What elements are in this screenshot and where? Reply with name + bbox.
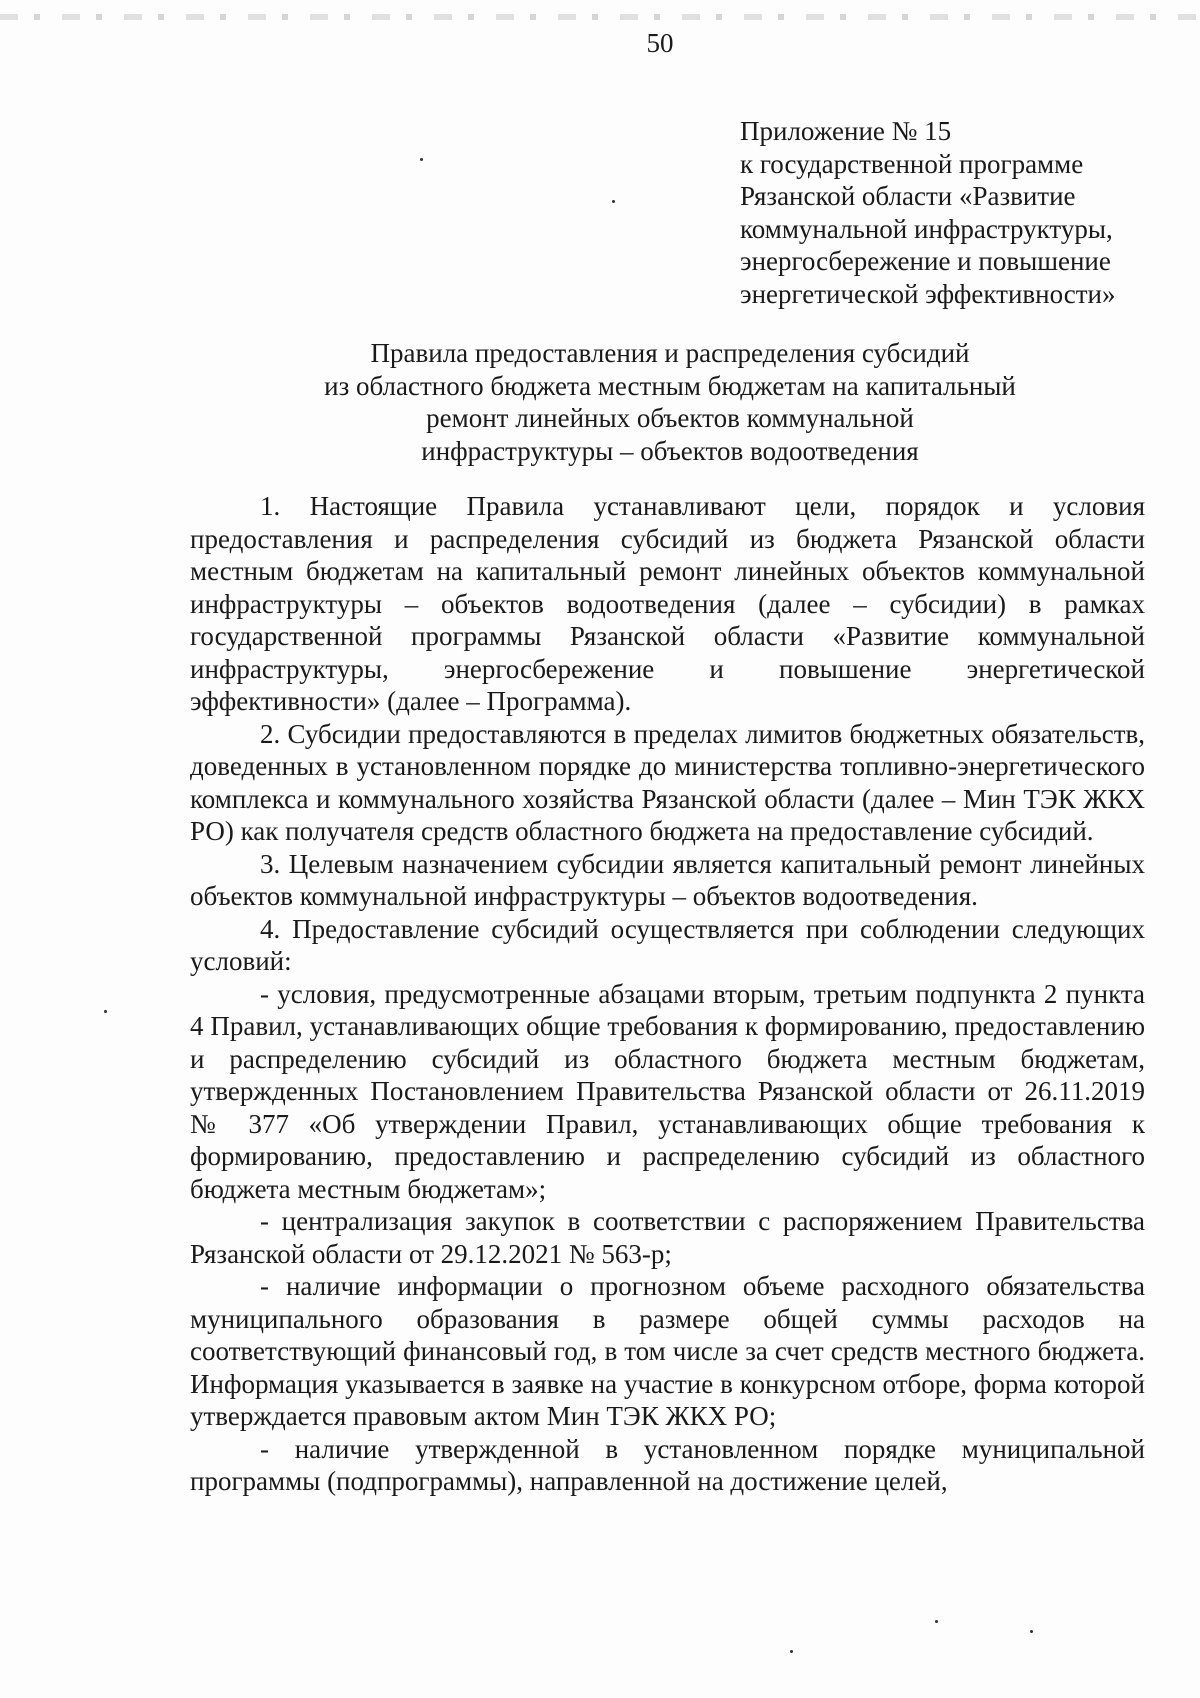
scan-speck xyxy=(104,1010,107,1013)
condition-item: - условия, предусмотренные абзацами вторым, третьим подпункта 2 пункта 4 Правил, устанавливающих общие требования к формированию, предоставлению и распределению субсидий из областного бюджета местным бюджетам, утвержденных Постановлением Правительства Рязанской области от 26.11.2019 № 377 «Об утверждении Правил, устанавливающих общие требования к формированию, предоставлению и распределению субсидий из областного бюджета местным бюджетам»; xyxy=(190,978,1145,1204)
appendix-line: к государственной программе xyxy=(740,148,1084,179)
document-body xyxy=(190,490,1145,1498)
appendix-line: энергетической эффективности» xyxy=(740,278,1116,309)
appendix-line: коммунальной инфраструктуры, xyxy=(740,213,1113,244)
scan-speck xyxy=(420,158,423,161)
appendix-line: Приложение № 15 xyxy=(740,116,952,146)
condition-item: - наличие информации о прогнозном объеме расходного обязательства муниципального образования в размере общей суммы расходов на соответствующий финансовый год, в том числе за счет средств местного бюджета. Информация указывается в заявке на участие в конкурсном отборе, форма которой утверждается правовым актом Мин ТЭК ЖКХ РО; xyxy=(190,1271,1145,1431)
condition-item: - централизация закупок в соответствии с распоряжением Правительства Рязанской области от 29.12.2021 № 563-р; xyxy=(190,1206,1145,1269)
paragraph-3: 3. Целевым назначением субсидии является капитальный ремонт линейных объектов коммунальной инфраструктуры – объектов водоотведения. xyxy=(190,848,1145,911)
appendix-header xyxy=(740,115,1180,310)
title-line: инфраструктуры – объектов водоотведения xyxy=(421,435,919,466)
paragraph-2: 2. Субсидии предоставляются в пределах лимитов бюджетных обязательств, доведенных в установленном порядке до министерства топливно-энергетического комплекса и коммунального хозяйства Рязанской области (далее – Мин ТЭК ЖКХ РО) как получателя средств областного бюджета на предоставление субсидий. xyxy=(190,718,1145,846)
page-number: 50 xyxy=(646,28,674,58)
paragraph-1: 1. Настоящие Правила устанавливают цели, порядок и условия предоставления и распределения субсидий из бюджета Рязанской области местным бюджетам на капитальный ремонт линейных объектов коммунальной инфраструктуры – объектов водоотведения (далее – субсидии) в рамках государственной программы Рязанской области «Развитие коммунальной инфраструктуры, энергосбережение и повышение энергетической эффективности» (далее – Программа). xyxy=(190,491,1145,716)
title-line: из областного бюджета местным бюджетам на капитальный xyxy=(324,370,1016,401)
scan-speck xyxy=(1030,1630,1033,1633)
title-line: ремонт линейных объектов коммунальной xyxy=(426,403,914,433)
appendix-line: энергосбережение и повышение xyxy=(740,246,1111,276)
scan-speck xyxy=(790,1650,793,1653)
scan-edge-artifact xyxy=(0,14,1200,20)
scan-speck xyxy=(935,1620,938,1623)
title-line: Правила предоставления и распределения субсидий xyxy=(370,338,970,368)
document-title xyxy=(150,337,1190,467)
scan-speck xyxy=(612,200,615,203)
appendix-line: Рязанской области «Развитие xyxy=(740,181,1076,211)
condition-item: - наличие утвержденной в установленном порядке муниципальной программы (подпрограммы), направленной на достижение целей, xyxy=(190,1433,1145,1496)
paragraph-4: 4. Предоставление субсидий осуществляется при соблюдении следующих условий: xyxy=(190,913,1145,976)
